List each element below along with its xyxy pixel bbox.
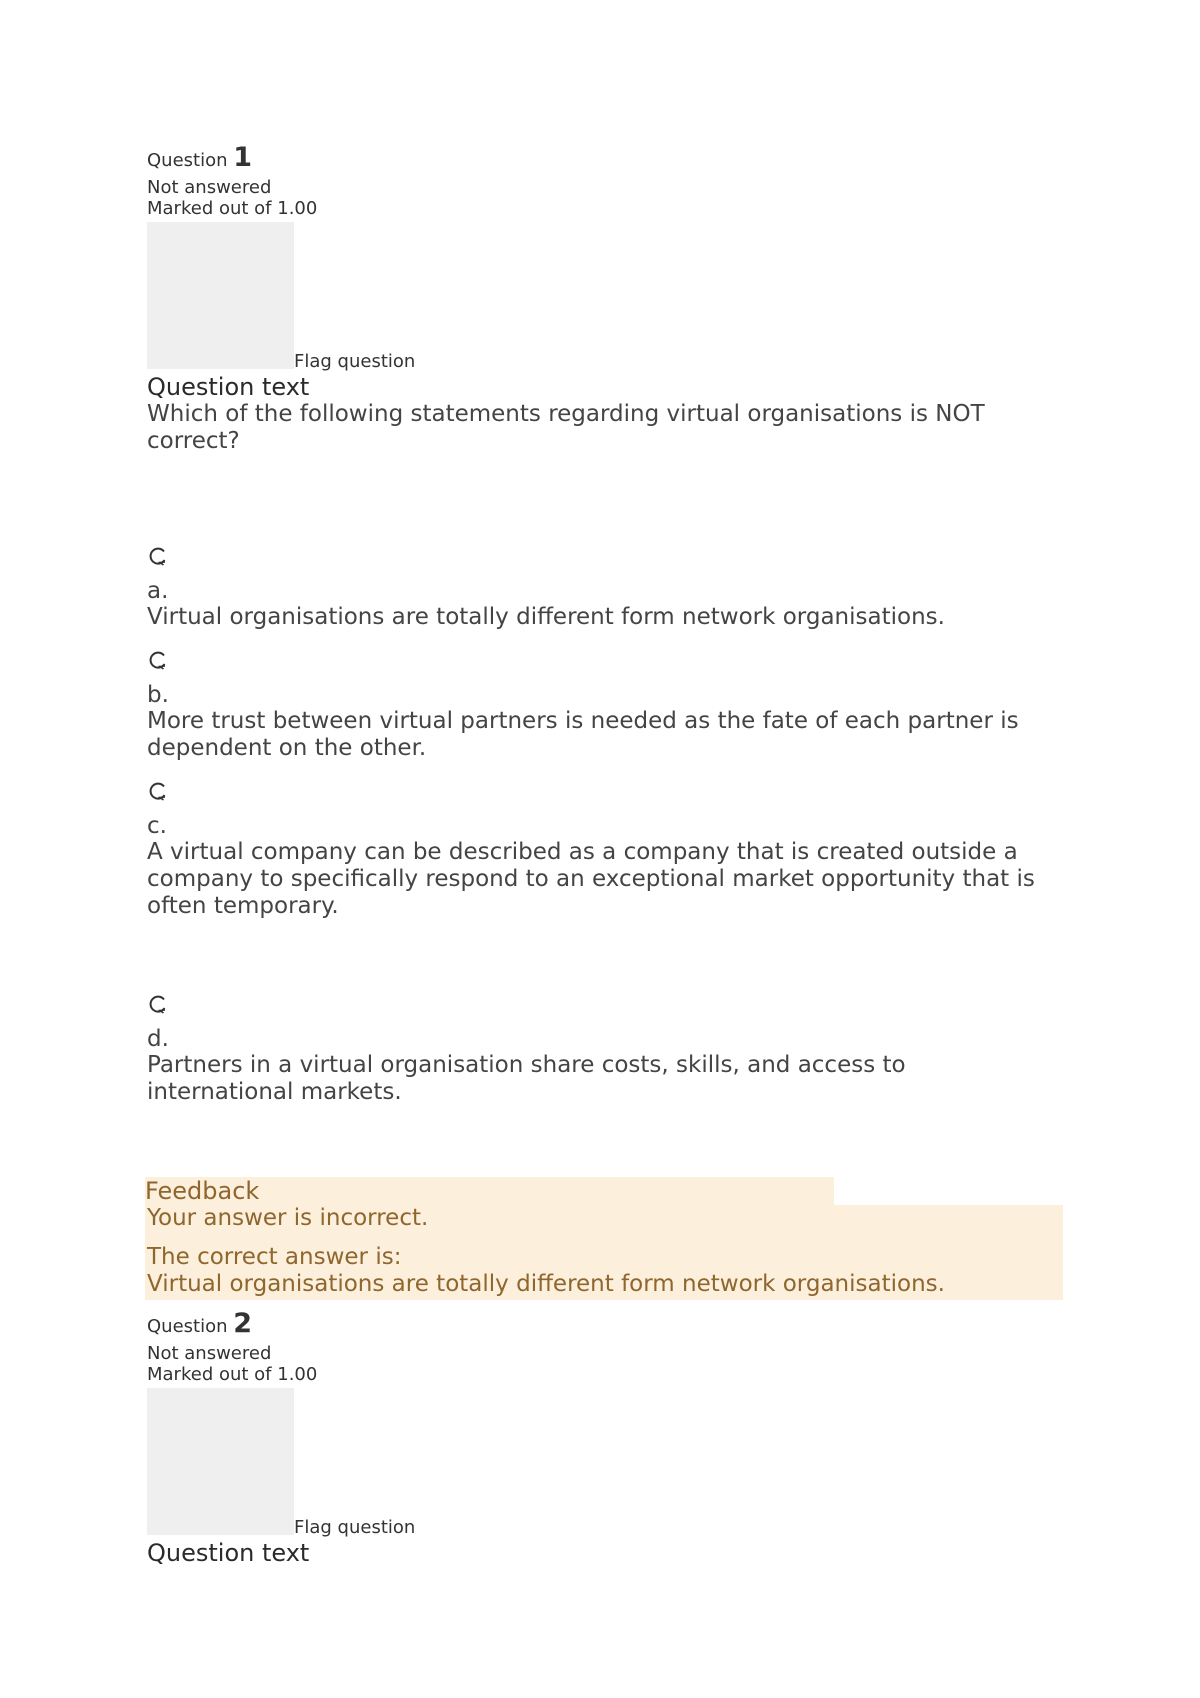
option-b-text[interactable]: More trust between virtual partners is needed as the fate of each partner is dependent on the other. [147, 708, 1019, 761]
question-status: Not answered [147, 1343, 272, 1364]
feedback-correct-answer: Virtual organisations are totally different form network organisations. [147, 1271, 945, 1297]
feedback-correct-label: The correct answer is: [147, 1244, 402, 1270]
radio-option-d-icon[interactable] [147, 994, 169, 1016]
radio-option-c-icon[interactable] [147, 781, 169, 803]
radio-option-a-icon[interactable] [147, 546, 169, 568]
option-d-letter: d. [147, 1026, 169, 1052]
option-b-letter: b. [147, 682, 169, 708]
flag-question-link[interactable]: Flag question [294, 351, 416, 372]
question-1-label [147, 142, 253, 173]
option-a-text[interactable]: Virtual organisations are totally different form network organisations. [147, 604, 945, 630]
radio-option-b-icon[interactable] [147, 650, 169, 672]
question-label-text: Question [147, 150, 228, 171]
question-number: 1 [233, 142, 253, 173]
option-a-letter: a. [147, 578, 169, 604]
flag-question-link[interactable]: Flag question [294, 1517, 416, 1538]
feedback-heading: Feedback [145, 1177, 834, 1205]
question-marks: Marked out of 1.00 [147, 1364, 318, 1385]
question-label-text: Question [147, 1316, 228, 1337]
option-c-letter: c. [147, 813, 167, 839]
option-d-text[interactable]: Partners in a virtual organisation share costs, skills, and access to international markets. [147, 1052, 906, 1105]
question-status: Not answered [147, 177, 272, 198]
question-number: 2 [233, 1308, 253, 1339]
question-prompt: Which of the following statements regarding virtual organisations is NOT correct? [147, 401, 985, 454]
option-c-text[interactable]: A virtual company can be described as a company that is created outside a company to specifically respond to an exceptional market opportunity that is often temporary. [147, 839, 1035, 919]
question-2-label [147, 1308, 253, 1339]
flag-icon[interactable] [147, 222, 294, 369]
question-text-heading: Question text [147, 373, 310, 401]
feedback-result: Your answer is incorrect. [147, 1205, 429, 1231]
question-text-heading: Question text [147, 1539, 310, 1567]
feedback-panel [145, 1205, 1063, 1300]
question-marks: Marked out of 1.00 [147, 198, 318, 219]
flag-icon[interactable] [147, 1388, 294, 1535]
